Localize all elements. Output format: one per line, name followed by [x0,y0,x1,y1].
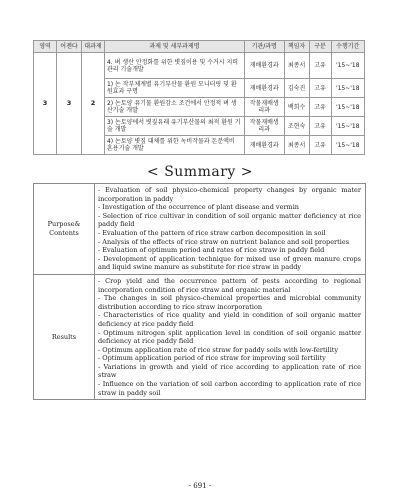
type-cell: 고유 [309,79,331,98]
list-item: - Selection of rice cultivar in condition of soil organic matter deficiency at rice paddy field [98,211,361,229]
list-item: - Characteristics of rice quality and yield in condition of soil organic matter deficiency at rice paddy field [98,311,361,328]
period-cell: '15~'18 [331,136,364,155]
results-section [34,274,366,399]
header-period: 수행기간 [331,41,364,53]
summary-heading: < Summary > [147,164,253,180]
list-item: - The changes in soil physico-chemical properties and microbial community distribution according to rice straw incorporation [98,294,361,311]
table-row [34,53,365,79]
header-lead: 책임자 [284,41,309,53]
project-table [33,40,365,155]
task-title: 2) 논토양 유기물 환원감소 조건에서 안정적 벼 생산기술 개발 [104,98,244,117]
list-item: - Development of application technique for mixed use of green manure crops and liquid swine manure as substitute for rice straw in paddy [98,254,361,272]
org-cell: 작물재배생리과 [244,117,284,136]
purpose-label [34,184,95,275]
list-item: - Optimum application rate of rice straw for paddy soils with low-fertility [98,345,339,354]
results-label [34,274,95,399]
purpose-section [34,184,366,275]
period-cell: '15~'18 [331,98,364,117]
results-content [95,274,366,399]
major-cell: 2 [82,53,105,155]
task-title: 4. 벼 생산 안정화를 위한 볏짚이용 및 수거시 지력관리 기술개발 [104,53,244,79]
type-cell: 고유 [309,117,331,136]
area-cell: 3 [34,53,57,155]
lead-cell: 최종서 [284,53,309,79]
purpose-label-line1: Purpose& [47,219,81,228]
summary-table [33,183,366,400]
org-cell: 재배환경과 [244,53,284,79]
list-item: - Variations in growth and yield of rice according to application rate of rice straw [98,362,361,380]
lead-cell: 김숙진 [284,79,309,98]
type-cell: 고유 [309,136,331,155]
list-item: - Investigation of the occurrence of plant disease and vermin [98,203,299,212]
header-org: 기관/과명 [244,41,284,53]
purpose-content [95,184,366,275]
org-cell: 재배환경과 [244,136,284,155]
list-item: - Evaluation of the pattern of rice straw carbon decomposition in soil [98,228,326,237]
list-item: - Evaluation of soil physico-chemical property changes by organic mater incorporation in paddy [98,186,361,203]
org-cell: 작물재배생리과 [244,98,284,117]
task-title: 4) 논토양 볏짚 대체를 위한 녹비작물과 돈분액비 혼용기술 개발 [104,136,244,155]
period-cell: '15~'18 [331,53,364,79]
list-item: - Influence on the variation of soil carbon according to application rate of rice straw in paddy soil [98,380,361,397]
header-agenda: 어젠다 [56,41,81,53]
task-title: 1) 논 작부체계별 유기부산물 환원 모니터링 및 환원효과 구명 [104,79,244,98]
lead-cell: 최종서 [284,136,309,155]
page-number: - 691 - [188,482,212,490]
project-table-header [34,41,365,53]
list-item: - Crop yield and the occurrence pattern of pests according to regional incorporation condition of rice straw and organic material [98,276,361,294]
period-cell: '15~'18 [331,79,364,98]
agenda-cell: 3 [56,53,81,155]
header-type: 구분 [309,41,331,53]
period-cell: '15~'18 [331,117,364,136]
results-label-line1: Results [51,332,77,341]
list-item: - Optimum application period of rice straw for improving soil fertility [98,354,326,363]
type-cell: 고유 [309,53,331,79]
lead-cell: 백희수 [284,98,309,117]
org-cell: 재배환경과 [244,79,284,98]
header-area: 영역 [34,41,57,53]
purpose-label-line2: Contents [49,228,79,237]
type-cell: 고유 [309,98,331,117]
list-item: - Evaluation of optimum period and rates of rice straw in paddy field [98,246,325,255]
lead-cell: 조현숙 [284,117,309,136]
header-title: 과제 및 세부과제명 [104,41,244,53]
list-item: - Optimum nitrogen split application level in condition of soil organic matter deficiency at rice paddy field [98,328,361,346]
task-title: 3) 논토양에서 볏짚유래 유기부산물의 최적 환원 기술 개발 [104,117,244,136]
list-item: - Analysis of the effects of rice straw on nutrient balance and soil properties [98,237,350,246]
header-major: 대과제 [82,41,105,53]
